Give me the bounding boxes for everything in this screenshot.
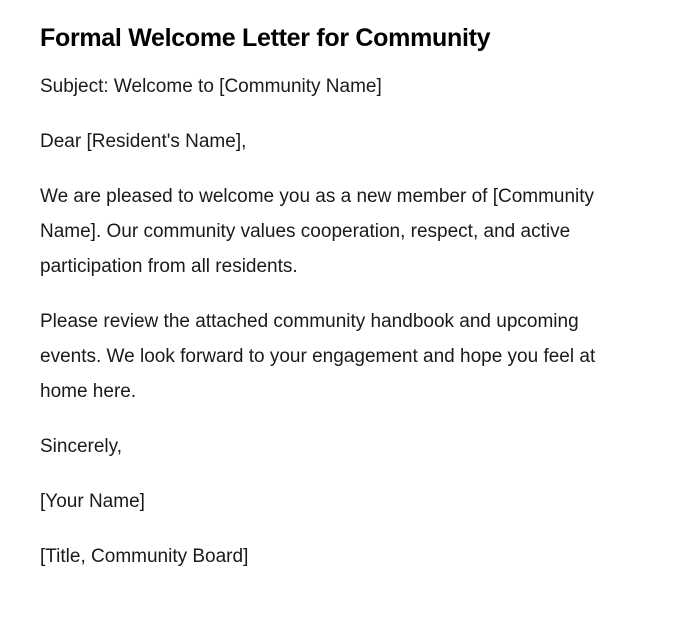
subject-line: Subject: Welcome to [Community Name] (40, 76, 382, 97)
greeting: Dear [Resident's Name], (40, 131, 247, 152)
sender-title: [Title, Community Board] (40, 546, 249, 567)
page-title: Formal Welcome Letter for Community (40, 24, 491, 52)
body-paragraph-2: Please review the attached community handbook and upcoming events. We look forward to your engagement and hope you feel at home here. (40, 311, 596, 402)
sender-name: [Your Name] (40, 491, 145, 512)
body-paragraph-1: We are pleased to welcome you as a new member of [Community Name]. Our community values cooperation, respect, and active participation from all residents. (40, 186, 595, 277)
closing: Sincerely, (40, 436, 123, 457)
